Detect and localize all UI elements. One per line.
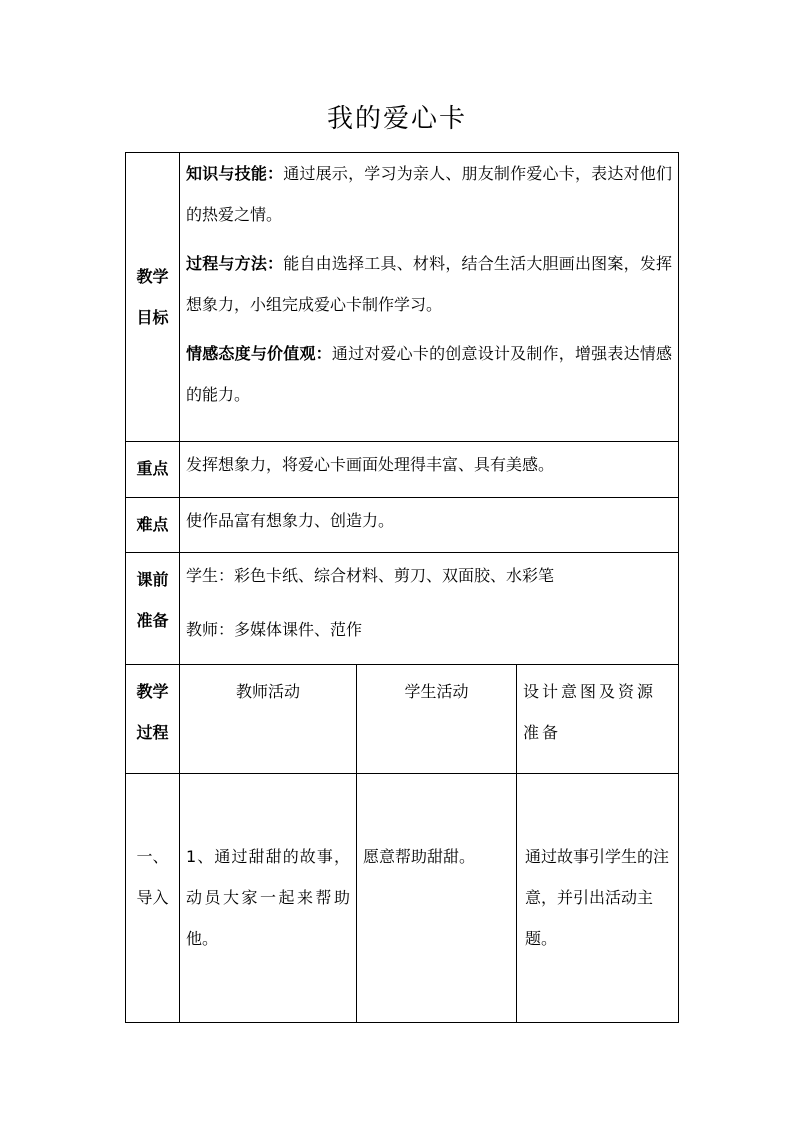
objectives-label: 教学目标 bbox=[126, 153, 180, 442]
knowledge-label: 知识与技能： bbox=[186, 164, 284, 183]
process-text: 能自由选择工具、材料，结合生活大胆画出图案，发挥想象力，小组完成爱心卡制作学习。 bbox=[186, 254, 672, 314]
emotion-text: 通过对爱心卡的创意设计及制作，增强表达情感的能力。 bbox=[186, 344, 672, 404]
page-title: 我的爱心卡 bbox=[326, 104, 467, 134]
emotion-label: 情感态度与价值观： bbox=[186, 344, 332, 363]
student-materials: 学生：彩色卡纸、综合材料、剪刀、双面胶、水彩笔 bbox=[186, 566, 555, 585]
difficulty-label: 难点 bbox=[126, 498, 180, 553]
process-label: 教学过程 bbox=[126, 665, 180, 774]
knowledge-text: 通过展示，学习为亲人、朋友制作爱心卡，表达对他们的热爱之情。 bbox=[186, 164, 672, 224]
intro-row bbox=[126, 774, 679, 1023]
process-objective bbox=[186, 243, 672, 325]
objectives-row bbox=[126, 153, 679, 442]
intro-label: 一、导入 bbox=[126, 774, 180, 1023]
intro-teacher-activity: 1、通过甜甜的故事，动员大家一起来帮助他。 bbox=[180, 774, 357, 1023]
knowledge-objective bbox=[186, 153, 672, 235]
preparation-content bbox=[180, 553, 679, 665]
key-point-text: 发挥想象力，将爱心卡画面处理得丰富、具有美感。 bbox=[180, 442, 679, 498]
student-activity-header: 学生活动 bbox=[357, 665, 517, 774]
teacher-activity-header: 教师活动 bbox=[180, 665, 357, 774]
process-header-row bbox=[126, 665, 679, 774]
key-point-label: 重点 bbox=[126, 442, 180, 498]
intro-design-intent: 通过故事引学生的注意，并引出活动主题。 bbox=[517, 774, 679, 1023]
intro-student-activity: 愿意帮助甜甜。 bbox=[357, 774, 517, 1023]
preparation-row bbox=[126, 553, 679, 665]
teacher-materials: 教师：多媒体课件、范作 bbox=[186, 620, 363, 639]
key-point-row bbox=[126, 442, 679, 498]
objectives-content bbox=[180, 153, 679, 442]
process-label: 过程与方法： bbox=[186, 254, 284, 273]
preparation-label: 课前准备 bbox=[126, 553, 180, 665]
difficulty-row bbox=[126, 498, 679, 553]
design-intent-header: 设计意图及资源准备 bbox=[517, 665, 679, 774]
emotion-objective bbox=[186, 333, 672, 415]
lesson-plan-table bbox=[125, 152, 679, 1023]
difficulty-text: 使作品富有想象力、创造力。 bbox=[180, 498, 679, 553]
